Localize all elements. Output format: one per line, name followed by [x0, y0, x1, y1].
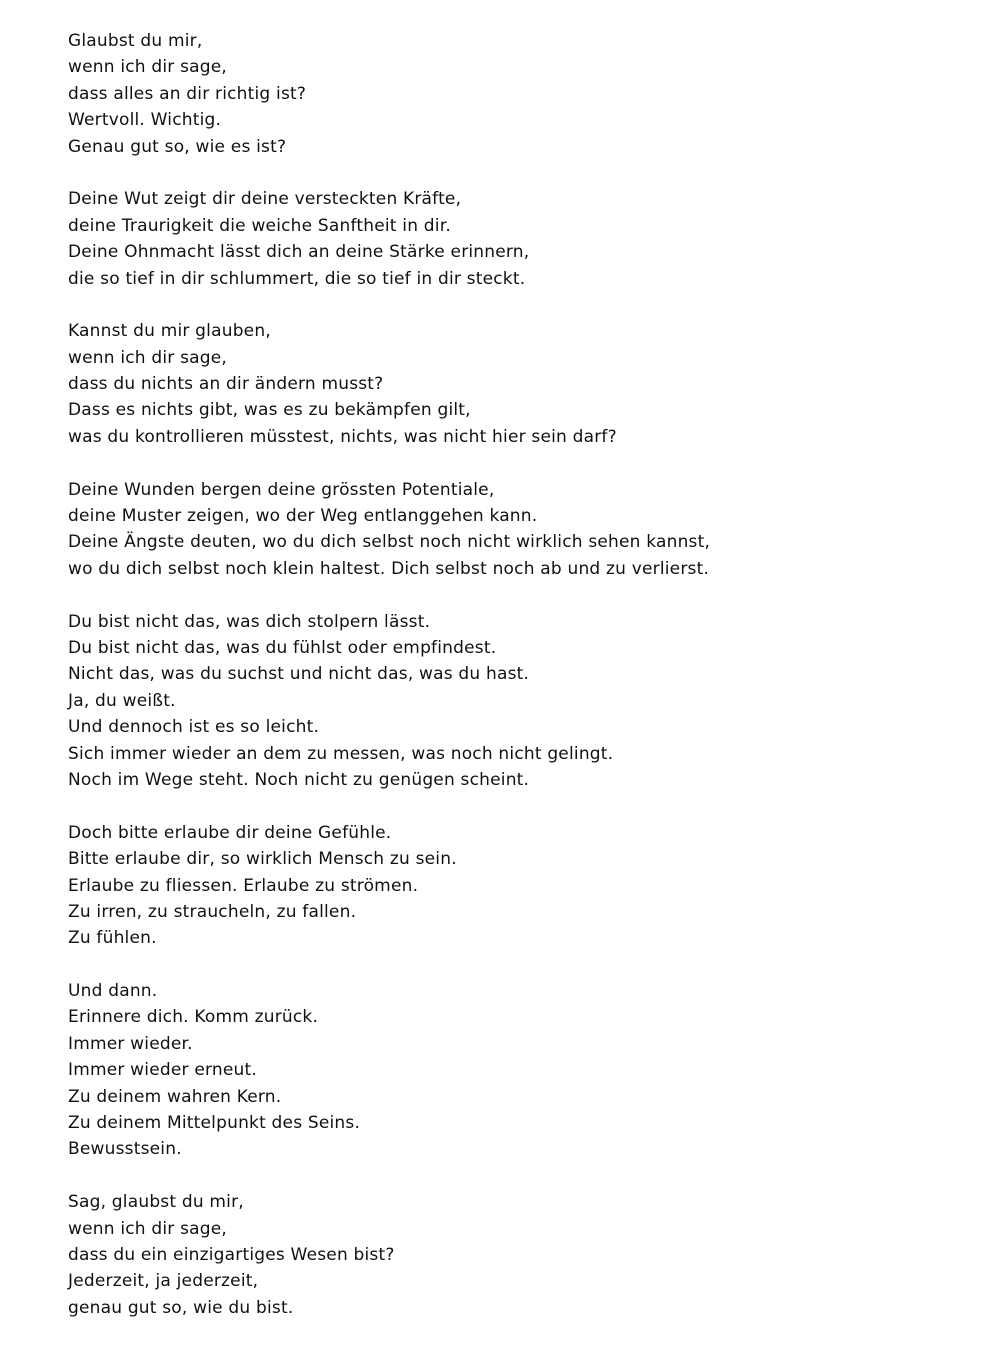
stanza-7	[68, 978, 968, 1163]
stanza-5	[68, 609, 968, 794]
poem-line: Immer wieder erneut.	[68, 1060, 257, 1081]
poem-line: Und dann.	[68, 981, 158, 1002]
poem-line: wo du dich selbst noch klein haltest. Dich selbst noch ab und zu verlierst.	[68, 558, 710, 579]
poem-line: Bewusstsein.	[68, 1139, 182, 1160]
poem-line: was du kontrollieren müsstest, nichts, was nicht hier sein darf?	[68, 426, 617, 447]
poem-line: Nicht das, was du suchst und nicht das, was du hast.	[68, 664, 530, 685]
poem-line: Erinnere dich. Komm zurück.	[68, 1007, 319, 1028]
stanza-6	[68, 820, 968, 952]
poem-line: deine Muster zeigen, wo der Weg entlanggehen kann.	[68, 506, 538, 527]
poem-line: genau gut so, wie du bist.	[68, 1297, 294, 1318]
poem-line: deine Traurigkeit die weiche Sanftheit in dir.	[68, 215, 451, 236]
poem-line: wenn ich dir sage,	[68, 57, 227, 78]
poem-line: Erlaube zu fliessen. Erlaube zu strömen.	[68, 875, 419, 896]
poem-line: Du bist nicht das, was du fühlst oder empfindest.	[68, 637, 497, 658]
poem-document	[68, 28, 968, 1348]
poem-line: Kannst du mir glauben,	[68, 321, 271, 342]
stanza-4	[68, 477, 968, 583]
poem-line: dass du nichts an dir ändern musst?	[68, 374, 384, 395]
stanza-3	[68, 318, 968, 450]
poem-line: Zu fühlen.	[68, 928, 157, 949]
poem-line: Bitte erlaube dir, so wirklich Mensch zu sein.	[68, 849, 457, 870]
poem-line: Genau gut so, wie es ist?	[68, 136, 287, 157]
poem-line: Deine Wunden bergen deine grössten Potentiale,	[68, 479, 495, 500]
poem-line: Zu deinem wahren Kern.	[68, 1086, 282, 1107]
poem-line: Noch im Wege steht. Noch nicht zu genügen scheint.	[68, 769, 530, 790]
poem-line: Jederzeit, ja jederzeit,	[68, 1271, 259, 1292]
stanza-1	[68, 28, 968, 160]
stanza-2	[68, 186, 968, 292]
poem-line: Du bist nicht das, was dich stolpern lässt.	[68, 611, 431, 632]
stanza-8	[68, 1189, 968, 1321]
poem-line: Ja, du weißt.	[68, 690, 176, 711]
poem-line: Deine Ohnmacht lässt dich an deine Stärke erinnern,	[68, 242, 530, 263]
poem-line: Sag, glaubst du mir,	[68, 1192, 244, 1213]
poem-line: dass alles an dir richtig ist?	[68, 83, 307, 104]
poem-line: Glaubst du mir,	[68, 31, 203, 51]
poem-line: dass du ein einzigartiges Wesen bist?	[68, 1244, 395, 1265]
poem-line: Wertvoll. Wichtig.	[68, 110, 222, 131]
poem-line: Doch bitte erlaube dir deine Gefühle.	[68, 822, 392, 843]
poem-line: Und dennoch ist es so leicht.	[68, 717, 320, 738]
poem-line: Deine Wut zeigt dir deine versteckten Kräfte,	[68, 189, 462, 210]
poem-line: wenn ich dir sage,	[68, 347, 227, 368]
poem-line: Sich immer wieder an dem zu messen, was noch nicht gelingt.	[68, 743, 614, 764]
poem-line: Immer wieder.	[68, 1033, 193, 1054]
poem-line: Zu irren, zu straucheln, zu fallen.	[68, 901, 357, 922]
poem-line: die so tief in dir schlummert, die so tief in dir steckt.	[68, 268, 526, 289]
poem-line: Deine Ängste deuten, wo du dich selbst noch nicht wirklich sehen kannst,	[68, 532, 711, 553]
poem-line: Zu deinem Mittelpunkt des Seins.	[68, 1113, 361, 1134]
poem-line: Dass es nichts gibt, was es zu bekämpfen gilt,	[68, 400, 471, 421]
poem-line: wenn ich dir sage,	[68, 1218, 227, 1239]
